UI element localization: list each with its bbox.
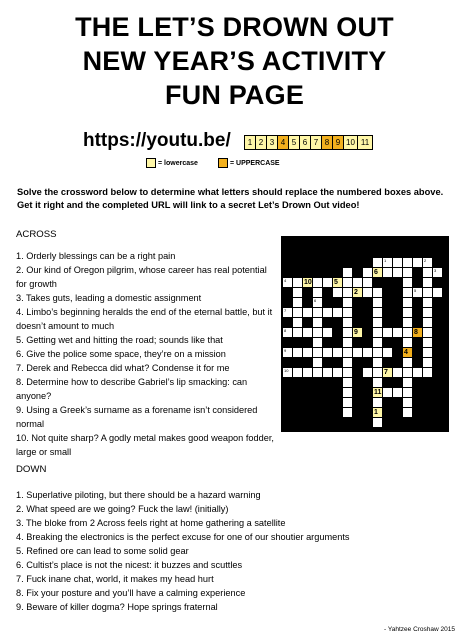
crossword-cell[interactable] [343, 338, 352, 347]
down-clue-7: 7. Fuck inane chat, world, it makes my head hurt [16, 574, 214, 584]
url-code-box: 4 [278, 136, 289, 149]
crossword-cell[interactable] [423, 348, 432, 357]
crossword-cell[interactable] [323, 278, 332, 287]
title-line-1: THE LET’S DROWN OUT [75, 12, 394, 42]
down-clue-5: 5. Refined ore can lead to some solid gear [16, 546, 189, 556]
crossword-cell[interactable] [373, 338, 382, 347]
crossword-cell[interactable] [403, 318, 412, 327]
crossword-cell[interactable] [343, 378, 352, 387]
crossword-cell[interactable] [373, 318, 382, 327]
crossword-cell[interactable] [393, 388, 402, 397]
url-code-box: 11 [358, 136, 372, 149]
crossword-cell[interactable] [293, 318, 302, 327]
crossword-cell[interactable] [313, 288, 322, 297]
crossword-cell[interactable] [313, 358, 322, 367]
legend-lowercase-label: = lowercase [158, 160, 198, 167]
crossword-cell[interactable] [423, 298, 432, 307]
url-code-box: 3 [267, 136, 278, 149]
crossword-cell[interactable] [313, 328, 322, 337]
down-clue-6: 6. Cultist’s place is not the nicest: it buzzes and scuttles [16, 560, 243, 570]
crossword-cell[interactable] [343, 368, 352, 377]
url-code-box: 6 [300, 136, 311, 149]
author-credit: - Yahtzee Croshaw 2015 [384, 626, 455, 633]
lowercase-swatch [146, 158, 156, 168]
crossword-cell[interactable] [343, 408, 352, 417]
down-section [16, 463, 456, 614]
clue-start-number: 7 [284, 308, 287, 313]
crossword-cell[interactable] [423, 328, 432, 337]
crossword-cell[interactable] [423, 278, 432, 287]
crossword-cell[interactable] [353, 348, 362, 357]
crossword-cell[interactable] [343, 358, 352, 367]
crossword-cell[interactable] [313, 278, 322, 287]
crossword-cell[interactable] [293, 348, 302, 357]
crossword-cell[interactable] [343, 318, 352, 327]
crossword-highlight-cell[interactable] [413, 328, 422, 337]
crossword-cell[interactable] [323, 368, 332, 377]
highlight-number: 5 [334, 279, 338, 286]
crossword-cell[interactable] [293, 308, 302, 317]
url-code-box: 1 [245, 136, 256, 149]
crossword-cell[interactable] [373, 288, 382, 297]
crossword-cell[interactable] [393, 328, 402, 337]
across-clue-5: 5. Getting wet and hitting the road; sounds like that [16, 335, 223, 345]
url-prefix: https://youtu.be/ [83, 130, 231, 151]
clue-start-number: 4 [284, 278, 287, 283]
crossword-cell[interactable] [343, 398, 352, 407]
crossword-cell[interactable] [373, 418, 382, 427]
uppercase-swatch [218, 158, 228, 168]
title-line-2: NEW YEAR’S ACTIVITY [82, 46, 387, 76]
crossword-cell[interactable] [333, 368, 342, 377]
highlight-number: 10 [304, 279, 312, 286]
crossword-cell[interactable] [413, 258, 422, 267]
clue-start-number: 2 [424, 258, 427, 263]
url-code-box: 10 [344, 136, 358, 149]
crossword-cell[interactable] [423, 268, 432, 277]
crossword-cell[interactable] [403, 388, 412, 397]
down-clue-4: 4. Breaking the electronics is the perfect excuse for one of our shoutier arguments [16, 532, 350, 542]
crossword-cell[interactable] [403, 368, 412, 377]
clue-start-number: 3 [434, 268, 437, 273]
highlight-number: 7 [384, 369, 388, 376]
crossword-highlight-cell[interactable] [403, 348, 412, 357]
down-clue-2: 2. What speed are we going? Fuck the law! (initially) [16, 504, 229, 514]
crossword-cell[interactable] [313, 368, 322, 377]
instructions [17, 186, 457, 212]
highlight-number: 11 [374, 389, 382, 396]
crossword-cell[interactable] [303, 308, 312, 317]
crossword-cell[interactable] [403, 338, 412, 347]
page-title [0, 10, 469, 112]
crossword-cell[interactable] [373, 358, 382, 367]
crossword-cell[interactable] [293, 298, 302, 307]
crossword-highlight-cell[interactable] [383, 368, 392, 377]
crossword-cell[interactable] [373, 258, 382, 267]
crossword-highlight-cell[interactable] [353, 328, 362, 337]
highlight-number: 8 [414, 329, 418, 336]
crossword-cell[interactable] [333, 348, 342, 357]
crossword-cell[interactable] [383, 388, 392, 397]
crossword-cell[interactable] [343, 278, 352, 287]
crossword-cell[interactable] [373, 398, 382, 407]
across-section [16, 228, 276, 459]
clue-start-number: 9 [284, 348, 287, 353]
crossword-cell[interactable] [343, 388, 352, 397]
crossword-cell[interactable] [293, 328, 302, 337]
crossword-highlight-cell[interactable] [333, 278, 342, 287]
crossword-cell[interactable] [393, 258, 402, 267]
crossword-cell[interactable] [423, 338, 432, 347]
highlight-number: 9 [354, 329, 358, 336]
crossword-cell[interactable] [393, 368, 402, 377]
crossword-highlight-cell[interactable] [373, 268, 382, 277]
crossword-cell[interactable] [423, 308, 432, 317]
clue-start-number: 1 [384, 258, 387, 263]
crossword-cell[interactable] [383, 348, 392, 357]
down-clue-3: 3. The bloke from 2 Across feels right at home gathering a satellite [16, 518, 286, 528]
crossword-cell[interactable] [373, 298, 382, 307]
crossword-cell[interactable] [393, 268, 402, 277]
highlight-number: 1 [374, 409, 378, 416]
crossword-cell[interactable] [363, 348, 372, 357]
crossword-cell[interactable] [383, 268, 392, 277]
url-row [0, 130, 469, 150]
crossword-cell[interactable] [383, 328, 392, 337]
crossword-cell[interactable] [303, 368, 312, 377]
down-clue-8: 8. Fix your posture and you’ll have a calming experience [16, 588, 246, 598]
crossword-cell[interactable] [413, 368, 422, 377]
across-clue-3: 3. Takes guts, leading a domestic assignment [16, 293, 202, 303]
crossword-cell[interactable] [403, 258, 412, 267]
crossword-cell[interactable] [403, 408, 412, 417]
clue-start-number: 6 [314, 298, 317, 303]
crossword-cell[interactable] [403, 378, 412, 387]
highlight-number: 4 [404, 349, 408, 356]
crossword-cell[interactable] [323, 348, 332, 357]
crossword-highlight-cell[interactable] [373, 408, 382, 417]
crossword-cell[interactable] [363, 368, 372, 377]
highlight-number: 2 [354, 289, 358, 296]
crossword-cell[interactable] [333, 288, 342, 297]
crossword-cell[interactable] [373, 308, 382, 317]
crossword-cell[interactable] [343, 268, 352, 277]
crossword-cell[interactable] [343, 348, 352, 357]
crossword-cell[interactable] [373, 368, 382, 377]
crossword-cell[interactable] [313, 318, 322, 327]
crossword-cell[interactable] [293, 288, 302, 297]
crossword-cell[interactable] [303, 348, 312, 357]
crossword-cell[interactable] [363, 268, 372, 277]
crossword-grid [281, 236, 449, 432]
crossword-cell[interactable] [313, 348, 322, 357]
url-code-box: 5 [289, 136, 300, 149]
crossword-cell[interactable] [423, 288, 432, 297]
crossword-cell[interactable] [353, 278, 362, 287]
crossword-cell[interactable] [323, 328, 332, 337]
down-clue-1: 1. Superlative piloting, but there should be a hazard warning [16, 490, 261, 500]
clue-start-number: 10 [284, 368, 289, 373]
crossword-cell[interactable] [343, 288, 352, 297]
crossword-cell[interactable] [373, 378, 382, 387]
across-clue-2: 2. Our kind of Oregon pilgrim, whose career has real potential for growth [16, 265, 267, 289]
across-heading: ACROSS [16, 229, 57, 240]
crossword-cell[interactable] [403, 268, 412, 277]
crossword-cell[interactable] [403, 328, 412, 337]
crossword-cell[interactable] [363, 288, 372, 297]
crossword-cell[interactable] [363, 278, 372, 287]
highlight-number: 6 [374, 269, 378, 276]
crossword-cell[interactable] [343, 328, 352, 337]
url-code-box: 9 [333, 136, 344, 149]
crossword-cell[interactable] [403, 288, 412, 297]
across-clue-1: 1. Orderly blessings can be a right pain [16, 251, 176, 261]
across-clue-8: 8. Determine how to describe Gabriel’s lip smacking: can anyone? [16, 377, 248, 401]
crossword-cell[interactable] [403, 358, 412, 367]
crossword-cell[interactable] [403, 278, 412, 287]
crossword-cell[interactable] [293, 278, 302, 287]
across-clue-6: 6. Give the police some space, they’re on a mission [16, 349, 226, 359]
crossword-cell[interactable] [423, 368, 432, 377]
crossword-cell[interactable] [373, 348, 382, 357]
crossword-cell[interactable] [423, 358, 432, 367]
crossword-cell[interactable] [313, 338, 322, 347]
clue-start-number: 8 [284, 328, 287, 333]
crossword-cell[interactable] [323, 308, 332, 317]
title-line-3: FUN PAGE [164, 80, 305, 110]
crossword-cell[interactable] [333, 308, 342, 317]
crossword-highlight-cell[interactable] [373, 388, 382, 397]
across-clue-10: 10. Not quite sharp? A godly metal makes good weapon fodder, large or small [16, 433, 274, 457]
crossword-cell[interactable] [403, 398, 412, 407]
crossword-cell[interactable] [423, 318, 432, 327]
crossword-cell[interactable] [403, 298, 412, 307]
legend-uppercase [218, 158, 280, 170]
across-clue-9: 9. Using a Greek’s surname as a forename isn’t considered normal [16, 405, 258, 429]
url-code-boxes [244, 135, 373, 150]
url-code-box: 8 [322, 136, 333, 149]
crossword-cell[interactable] [293, 368, 302, 377]
legend-uppercase-label: = UPPERCASE [230, 160, 280, 167]
crossword-cell[interactable] [373, 328, 382, 337]
crossword-cell[interactable] [433, 288, 442, 297]
legend-lowercase [146, 158, 198, 170]
instructions-line-1: Solve the crossword below to determine what letters should replace the numbered boxes above. [17, 187, 444, 197]
url-code-box: 2 [256, 136, 267, 149]
down-heading: DOWN [16, 464, 47, 475]
crossword-cell[interactable] [403, 308, 412, 317]
across-clue-4: 4. Limbo’s beginning heralds the end of the eternal battle, but it doesn’t amount to much [16, 307, 273, 331]
crossword-cell[interactable] [343, 308, 352, 317]
instructions-line-2: Get it right and the completed URL will link to a secret Let’s Drown Out video! [17, 200, 360, 210]
crossword-highlight-cell[interactable] [303, 278, 312, 287]
crossword-cell[interactable] [313, 308, 322, 317]
crossword-cell[interactable] [303, 328, 312, 337]
crossword-cell[interactable] [343, 298, 352, 307]
url-code-box: 7 [311, 136, 322, 149]
across-clue-7: 7. Derek and Rebecca did what? Condense it for me [16, 363, 230, 373]
crossword-highlight-cell[interactable] [353, 288, 362, 297]
clue-start-number: 5 [414, 288, 417, 293]
down-clue-9: 9. Beware of killer dogma? Hope springs fraternal [16, 602, 218, 612]
